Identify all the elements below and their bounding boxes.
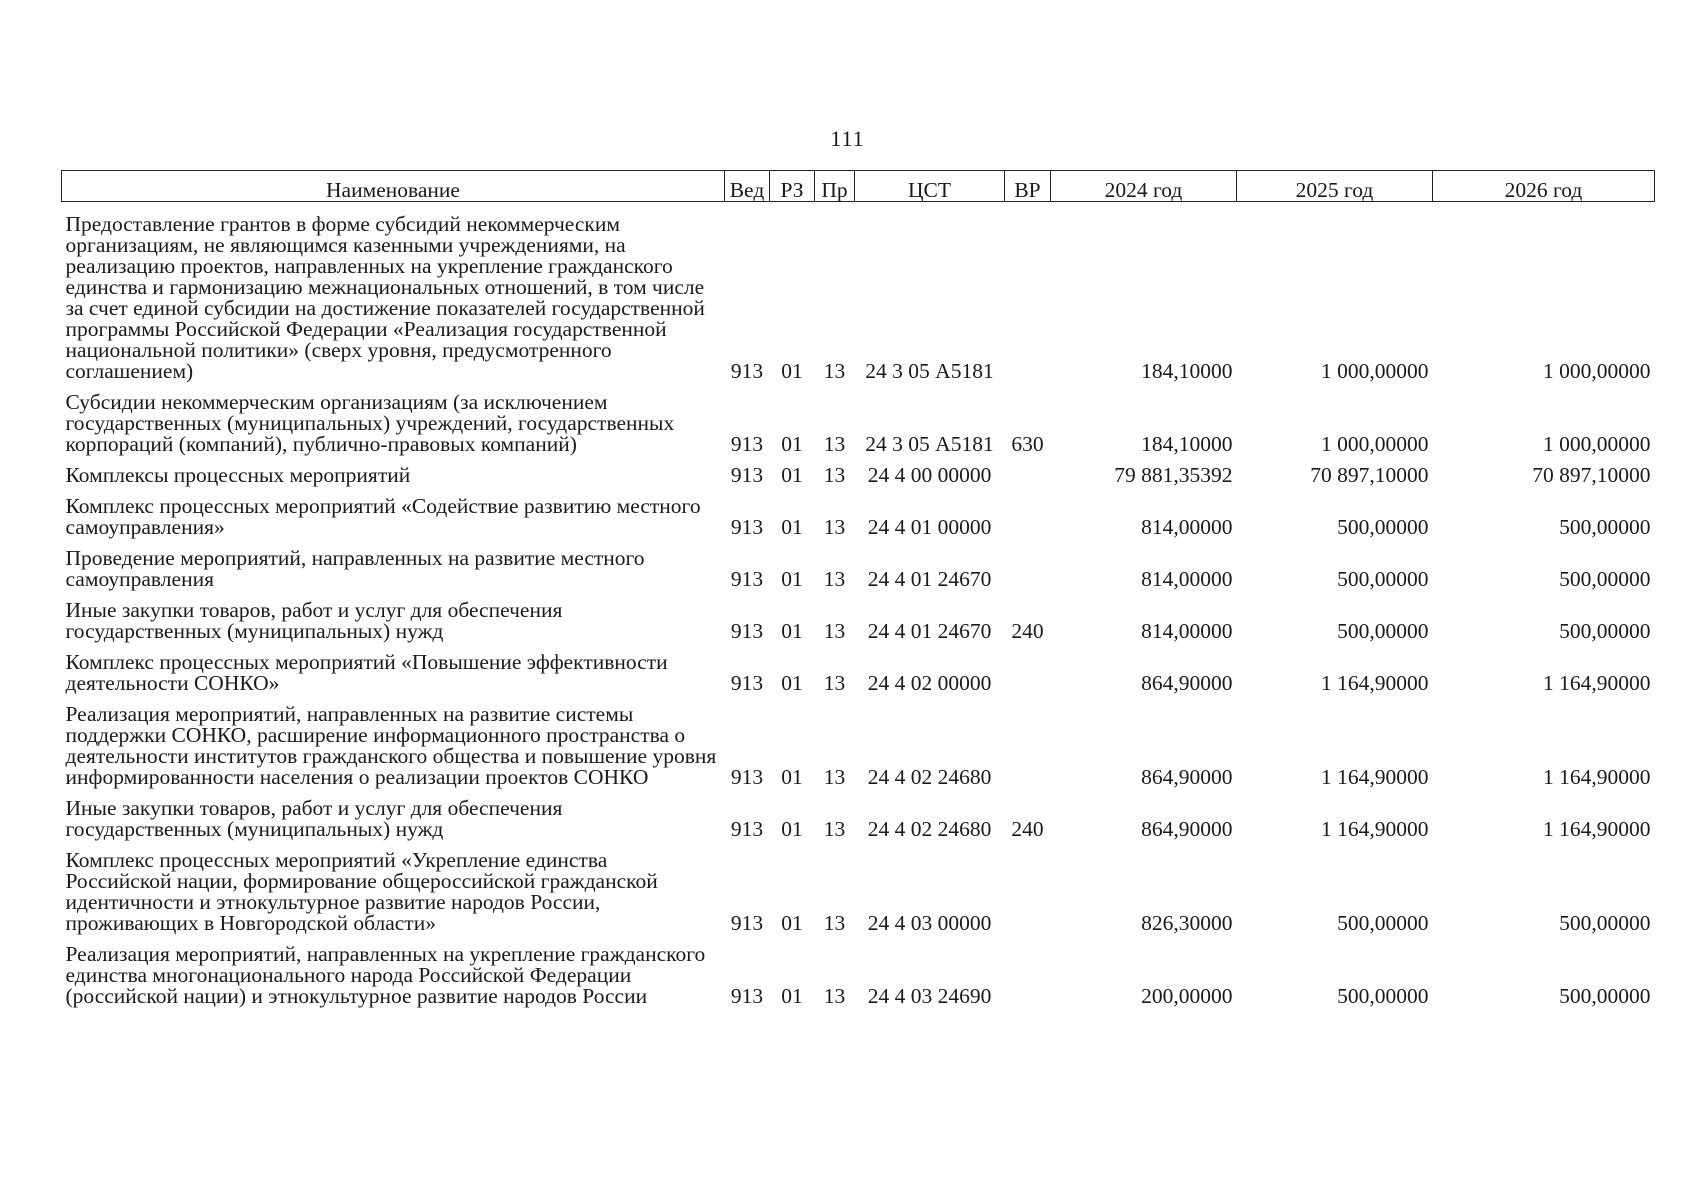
row-vr — [1005, 840, 1051, 934]
row-name: Реализация мероприятий, направленных на развитие системы поддержки СОНКО, расширение информационного пространства о деятельности институтов гражданского общества и повышение уровня информированности населения о реализации проектов СОНКО — [65, 702, 717, 789]
row-2026: 500,00000 — [1559, 984, 1651, 1008]
row-2025: 1 000,00000 — [1321, 359, 1429, 383]
header-cst: ЦСТ — [855, 171, 1005, 202]
row-pr: 13 — [823, 984, 846, 1008]
row-name: Реализация мероприятий, направленных на укрепление гражданского единства многонационального народа Российской Федерации (российской нации) и этнокультурное развитие народов России — [65, 942, 706, 1008]
row-2026: 500,00000 — [1559, 911, 1651, 935]
row-cst: 24 3 05 А5181 — [865, 359, 994, 383]
row-2024: 79 881,35392 — [1114, 463, 1233, 487]
row-rz: 01 — [781, 619, 803, 643]
row-name: Субсидии некоммерческим организациям (за исключением государственных (муниципальных) учреждений, государственных корпораций (компаний), публично-правовых компаний) — [65, 390, 675, 456]
row-2025: 1 164,90000 — [1321, 765, 1429, 789]
row-2026: 70 897,10000 — [1532, 463, 1651, 487]
row-cst: 24 4 00 00000 — [867, 463, 992, 487]
table-row — [62, 486, 1655, 538]
row-rz: 01 — [781, 359, 803, 383]
row-ved: 913 — [730, 359, 764, 383]
header-rz: РЗ — [770, 171, 815, 202]
row-name: Комплекс процессных мероприятий «Укрепление единства Российской нации, формирование общероссийской гражданской идентичности и этнокультурное развитие народов России, проживающих в Новгородской области» — [65, 848, 658, 935]
row-2025: 1 164,90000 — [1321, 671, 1429, 695]
row-cst: 24 4 01 00000 — [867, 515, 992, 539]
row-cst: 24 4 02 24680 — [867, 765, 992, 789]
row-rz: 01 — [781, 463, 803, 487]
table-row — [62, 642, 1655, 694]
row-ved: 913 — [730, 911, 764, 935]
row-2024: 864,90000 — [1141, 671, 1233, 695]
row-2026: 1 000,00000 — [1543, 359, 1651, 383]
row-2026: 500,00000 — [1559, 619, 1651, 643]
row-2024: 200,00000 — [1141, 984, 1233, 1008]
row-2024: 826,30000 — [1141, 911, 1233, 935]
row-pr: 13 — [823, 765, 846, 789]
table-row — [62, 590, 1655, 642]
row-ved: 913 — [730, 432, 764, 456]
row-vr — [1005, 934, 1051, 1007]
table-row — [62, 788, 1655, 840]
row-ved: 913 — [730, 817, 764, 841]
header-vr: ВР — [1005, 171, 1051, 202]
row-name: Иные закупки товаров, работ и услуг для обеспечения государственных (муниципальных) нужд — [65, 796, 563, 841]
table-row — [62, 840, 1655, 934]
row-rz: 01 — [781, 671, 803, 695]
row-ved: 913 — [730, 515, 764, 539]
row-pr: 13 — [823, 515, 846, 539]
row-vr — [1005, 486, 1051, 538]
row-name: Комплексы процессных мероприятий — [65, 463, 411, 487]
table-row — [62, 382, 1655, 455]
row-name: Предоставление грантов в форме субсидий некоммерческим организациям, не являющимся казенными учреждениями, на реализацию проектов, направленных на укрепление гражданского единства и гармонизацию межнациональных отношений, в том числе за счет единой субсидии на достижение показателей государственной программы Российской Федерации «Реализация государственной национальной политики» (сверх уровня, предусмотренного соглашением) — [65, 212, 705, 383]
table-row — [62, 455, 1655, 486]
row-2024: 864,90000 — [1141, 817, 1233, 841]
row-vr: 630 — [1011, 432, 1044, 456]
header-pr: Пр — [815, 171, 855, 202]
table-header — [62, 171, 1655, 202]
row-2026: 1 164,90000 — [1543, 817, 1651, 841]
row-2024: 814,00000 — [1141, 619, 1233, 643]
header-2025: 2025 год — [1237, 171, 1433, 202]
row-ved: 913 — [730, 463, 764, 487]
row-cst: 24 4 02 00000 — [867, 671, 992, 695]
row-rz: 01 — [781, 432, 803, 456]
row-2024: 814,00000 — [1141, 515, 1233, 539]
row-ved: 913 — [730, 619, 764, 643]
header-2024: 2024 год — [1051, 171, 1237, 202]
row-2026: 1 000,00000 — [1543, 432, 1651, 456]
row-rz: 01 — [781, 765, 803, 789]
row-ved: 913 — [730, 984, 764, 1008]
row-2024: 814,00000 — [1141, 567, 1233, 591]
row-2026: 1 164,90000 — [1543, 765, 1651, 789]
row-vr — [1005, 694, 1051, 788]
row-cst: 24 3 05 А5181 — [865, 432, 994, 456]
row-2026: 500,00000 — [1559, 567, 1651, 591]
header-name: Наименование — [62, 171, 725, 202]
row-vr — [1005, 455, 1051, 486]
row-vr — [1005, 642, 1051, 694]
table-body — [62, 202, 1655, 1008]
row-pr: 13 — [823, 817, 846, 841]
header-2026: 2026 год — [1433, 171, 1655, 202]
row-vr: 240 — [1011, 619, 1044, 643]
row-2025: 1 000,00000 — [1321, 432, 1429, 456]
row-vr — [1005, 538, 1051, 590]
row-2025: 500,00000 — [1337, 515, 1429, 539]
row-pr: 13 — [823, 463, 846, 487]
row-cst: 24 4 01 24670 — [867, 619, 992, 643]
budget-table — [61, 170, 1655, 1007]
row-rz: 01 — [781, 567, 803, 591]
page-number: 111 — [830, 126, 865, 151]
table-row — [62, 934, 1655, 1007]
row-name: Комплекс процессных мероприятий «Содействие развитию местного самоуправления» — [65, 494, 701, 539]
row-rz: 01 — [781, 911, 803, 935]
row-pr: 13 — [823, 567, 846, 591]
row-2026: 1 164,90000 — [1543, 671, 1651, 695]
row-rz: 01 — [781, 515, 803, 539]
row-2024: 184,10000 — [1141, 432, 1233, 456]
row-name: Иные закупки товаров, работ и услуг для обеспечения государственных (муниципальных) нужд — [65, 598, 563, 643]
row-2025: 500,00000 — [1337, 619, 1429, 643]
row-pr: 13 — [823, 432, 846, 456]
row-ved: 913 — [730, 567, 764, 591]
row-2025: 500,00000 — [1337, 567, 1429, 591]
row-pr: 13 — [823, 911, 846, 935]
row-2026: 500,00000 — [1559, 515, 1651, 539]
row-2024: 184,10000 — [1141, 359, 1233, 383]
row-cst: 24 4 01 24670 — [867, 567, 992, 591]
row-vr — [1005, 202, 1051, 383]
row-cst: 24 4 02 24680 — [867, 817, 992, 841]
row-ved: 913 — [730, 765, 764, 789]
row-cst: 24 4 03 24690 — [867, 984, 992, 1008]
row-vr: 240 — [1011, 817, 1044, 841]
row-2025: 500,00000 — [1337, 911, 1429, 935]
table-row — [62, 538, 1655, 590]
row-name: Комплекс процессных мероприятий «Повышение эффективности деятельности СОНКО» — [65, 650, 668, 695]
row-2025: 70 897,10000 — [1310, 463, 1429, 487]
budget-table-container — [61, 170, 1654, 1007]
row-rz: 01 — [781, 817, 803, 841]
row-rz: 01 — [781, 984, 803, 1008]
row-pr: 13 — [823, 671, 846, 695]
table-row — [62, 694, 1655, 788]
row-pr: 13 — [823, 619, 846, 643]
row-pr: 13 — [823, 359, 846, 383]
row-2025: 1 164,90000 — [1321, 817, 1429, 841]
row-2025: 500,00000 — [1337, 984, 1429, 1008]
header-ved: Вед — [725, 171, 770, 202]
row-cst: 24 4 03 00000 — [867, 911, 992, 935]
row-ved: 913 — [730, 671, 764, 695]
row-name: Проведение мероприятий, направленных на развитие местного самоуправления — [65, 546, 645, 591]
row-2024: 864,90000 — [1141, 765, 1233, 789]
table-row — [62, 202, 1655, 383]
